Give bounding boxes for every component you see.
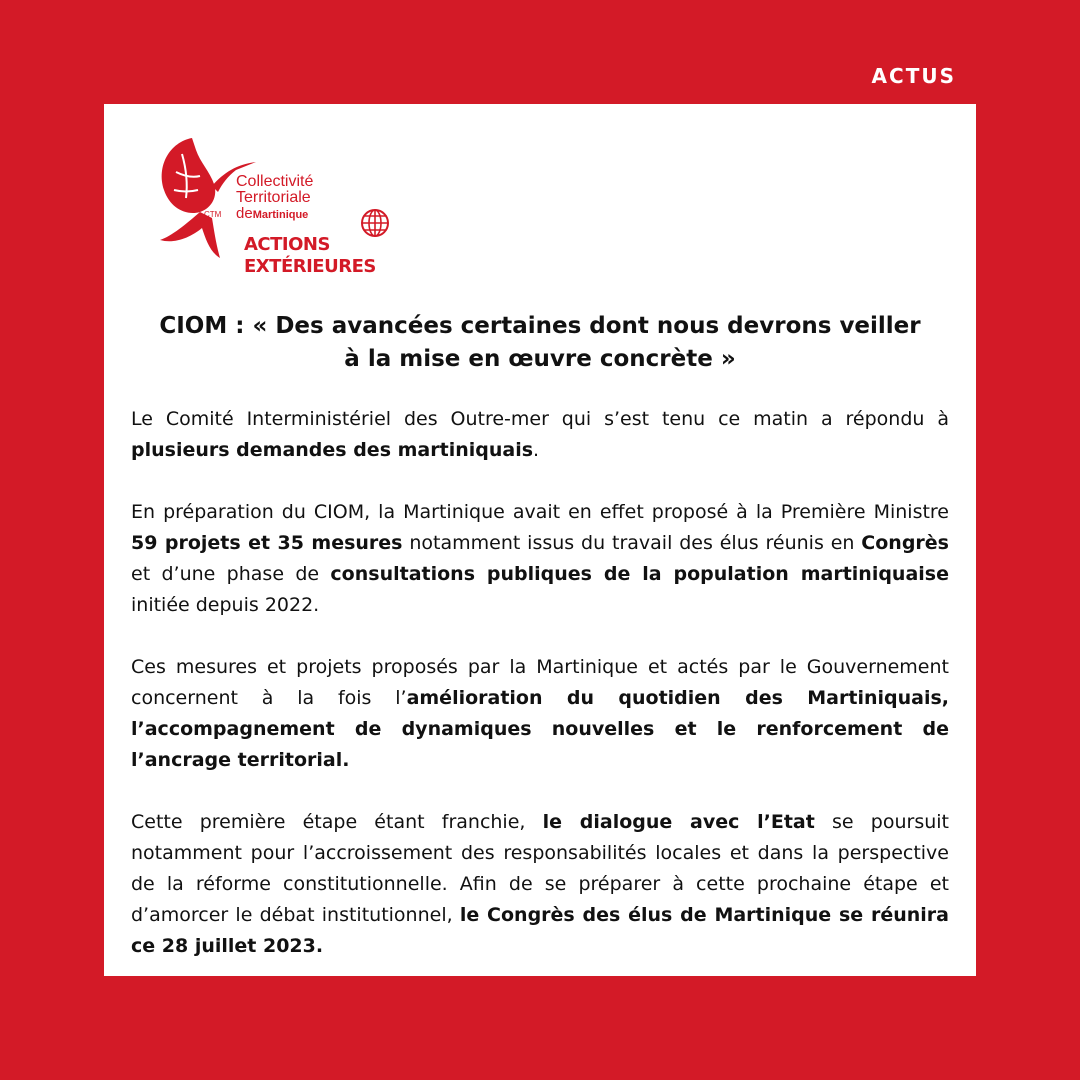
title-line1: CIOM : « Des avancées certaines dont nous devrons veiller [159,313,921,339]
article-body [131,404,949,962]
actions-line2: EXTÉRIEURES [244,256,376,277]
ctm-name-line1: Collectivité [236,173,314,190]
paragraph-4: Cette première étape étant franchie, le dialogue avec l’Etat se poursuit notamment pour l’accroissement des responsabilités locales et dans la perspective de la réforme constitutionnelle. Afin de se préparer à cette prochaine étape et d’amorcer le débat institutionnel, le Congrès des élus de Martinique se réunira ce 28 juillet 2023. [131,811,949,957]
title-line2: à la mise en œuvre concrète » [344,346,736,372]
article-title [132,310,948,376]
ctm-logo [152,132,402,284]
article-card [104,104,976,976]
ctm-name [236,174,313,223]
actions-line1: ACTIONS [244,234,330,255]
paragraph-3: Ces mesures et projets proposés par la Martinique et actés par le Gouvernement concernent à la fois l’amélioration du quotidien des Martiniquais, l’accompagnement de dynamiques nouvelles et le renforcement de l’ancrage territorial. [131,656,949,771]
paragraph-1: Le Comité Interministériel des Outre-mer qui s’est tenu ce matin a répondu à plusieurs demandes des martiniquais. [131,408,949,461]
ctm-name-line3: deMartinique [236,205,309,222]
ctm-name-line2: Territoriale [236,189,311,206]
section-tag: ACTUS [871,64,956,88]
paragraph-2: En préparation du CIOM, la Martinique avait en effet proposé à la Première Ministre 59 projets et 35 mesures notamment issus du travail des élus réunis en Congrès et d’une phase de consultations publiques de la population martiniquaise initiée depuis 2022. [131,501,949,616]
actions-exterieures [244,234,376,278]
ctm-abbrev: CTM [204,210,222,219]
